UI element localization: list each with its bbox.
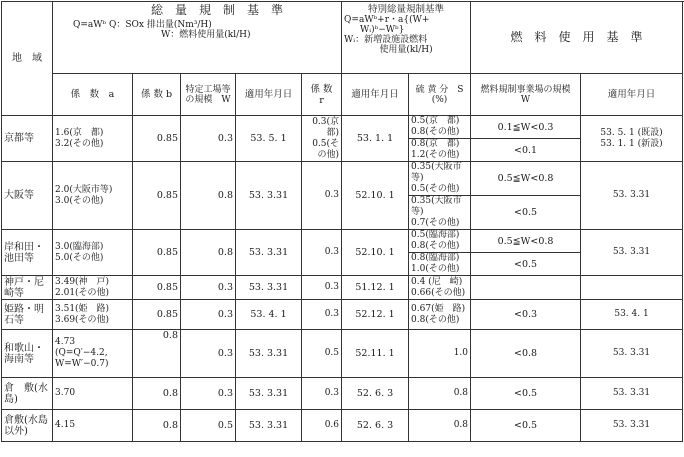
sulfur-cell [409, 300, 471, 330]
table-row [2, 162, 683, 196]
coef-b-cell: 0.8 [133, 330, 181, 378]
header-fuel-title: 燃 料 使 用 基 準 [471, 2, 683, 74]
date3-cell-line: 53. 1. 1 (新設) [600, 138, 663, 149]
header-region: 地 域 [2, 2, 53, 116]
fuel-scale-cell [471, 276, 581, 300]
sulfur-cell-line: 1.0(その他) [411, 264, 460, 274]
fuel-scale-cell: <0.8 [471, 330, 581, 378]
header-coef-b: 係 数 b [133, 74, 181, 116]
coef-a-cell-line: 3.49(神 戸) [55, 276, 110, 287]
sulfur-cell-line: 0.5(京 都) [411, 116, 460, 126]
scale-w-cell: 0.5 [181, 410, 236, 442]
sulfur-cell [409, 230, 471, 253]
date1-cell: 53. 3.31 [236, 162, 302, 230]
date2-cell: 52. 6. 3 [342, 378, 409, 410]
table-row [2, 330, 683, 378]
coef-r-cell-line: 0.6 [324, 420, 340, 430]
date3-cell-line: 53. 3.31 [612, 348, 651, 358]
sulfur-cell-line: 0.8(臨海部) [411, 253, 460, 263]
coef-r-cell-line: 0.5 [324, 348, 340, 358]
date3-cell [581, 410, 683, 442]
coef-a-cell-line: 3.0(その他) [55, 195, 104, 206]
coef-r-cell [302, 162, 342, 230]
sulfur-cell-line: 1.2(その他) [411, 150, 460, 160]
header-total-cell [53, 2, 342, 74]
coef-r-cell-line: 0.3 [324, 388, 340, 398]
date3-cell [581, 378, 683, 410]
header-coef-r: 係 数 r [302, 74, 342, 116]
date2-cell: 51.12. 1 [342, 276, 409, 300]
coef-a-cell-line: 3.70 [55, 388, 76, 398]
coef-a-cell-line: (Q=Q′−4.2, [55, 348, 108, 358]
scale-w-cell: 0.3 [181, 378, 236, 410]
date1-cell: 53. 5. 1 [236, 116, 302, 162]
coef-r-cell-line: 0.3 [324, 247, 340, 257]
date2-cell: 52.11. 1 [342, 330, 409, 378]
coef-r-cell-line: 0.3 [324, 282, 340, 292]
header-special-cell [342, 2, 471, 74]
region-cell: 京都等 [2, 116, 53, 162]
header-date2: 適用年月日 [342, 74, 409, 116]
sulfur-cell [409, 162, 471, 196]
header-coef-a: 係 数 a [53, 74, 133, 116]
coef-a-cell-line: 2.0(大阪市等) [55, 184, 113, 195]
date1-cell: 53. 3.31 [236, 230, 302, 276]
fuel-scale-cell: 0.1≦W<0.3 [471, 116, 581, 139]
sulfur-cell-line: 0.8 [453, 388, 469, 398]
table-row [2, 378, 683, 410]
header-total-formula-1: Q=aWᵇ Q：SOx 排出量(Nm³/H) [73, 20, 212, 30]
coef-a-cell-line: 3.51(姫 路) [55, 303, 110, 314]
fuel-scale-cell: <0.5 [471, 253, 581, 276]
date3-cell-line: 53. 5. 1 (既設) [600, 127, 663, 138]
date3-cell-line: 53. 3.31 [612, 388, 651, 398]
coef-b-cell: 0.8 [133, 410, 181, 442]
sulfur-cell [409, 276, 471, 300]
header-special-formula-4: 使用量(kl/H) [379, 45, 433, 55]
date2-cell: 52. 6. 3 [342, 410, 409, 442]
header-total-formula-2: W：燃料使用量(kl/H) [161, 30, 251, 40]
fuel-scale-cell: 0.5≦W<0.8 [471, 230, 581, 253]
coef-a-cell [53, 330, 133, 378]
fuel-scale-cell: <0.5 [471, 196, 581, 230]
header-total-title: 総 量 規 制 基 準 [151, 3, 284, 17]
regulation-table [1, 1, 683, 442]
date2-cell: 52.12. 1 [342, 300, 409, 330]
header-fuel-scale: 燃料規制事業場の規模 W [471, 74, 581, 116]
date1-cell: 53. 3.31 [236, 378, 302, 410]
header-scale: 特定工場等の規模 W [181, 74, 236, 116]
date3-cell-line: 53. 3.31 [612, 247, 651, 257]
scale-w-cell: 0.3 [181, 276, 236, 300]
date3-cell [581, 162, 683, 230]
sulfur-cell-line: 0.8(京 都) [411, 139, 460, 149]
header-date1: 適用年月日 [236, 74, 302, 116]
coef-r-cell [302, 116, 349, 162]
coef-r-cell [302, 276, 342, 300]
date3-cell-line: 53. 3.31 [612, 190, 651, 200]
date1-cell: 53. 3.31 [236, 330, 302, 378]
table-body [2, 2, 683, 442]
sulfur-cell [409, 196, 471, 230]
scale-w-cell: 0.3 [181, 300, 236, 330]
date1-cell: 53. 3.31 [236, 410, 302, 442]
coef-a-cell [53, 162, 133, 230]
date1-cell: 53. 3.31 [236, 276, 302, 300]
coef-a-cell-line: 4.73 [55, 337, 76, 347]
table-row [2, 116, 683, 139]
region-cell: 和歌山・海南等 [2, 330, 53, 378]
header-special-formula-1: Q=aWᵇ+r・a{(W+ [344, 15, 430, 25]
scale-w-cell: 0.8 [181, 162, 236, 230]
sulfur-cell [409, 410, 471, 442]
header-special-title: 特別総量規制基準 [368, 4, 445, 15]
coef-b-cell: 0.85 [133, 116, 181, 162]
coef-a-cell [53, 410, 133, 442]
region-cell: 倉 敷(水島) [2, 378, 53, 410]
coef-r-cell-line: 0.3 [324, 309, 340, 319]
coef-b-cell: 0.8 [133, 378, 181, 410]
sulfur-cell [409, 139, 471, 162]
table-row [2, 230, 683, 253]
header-row-1 [2, 2, 683, 74]
coef-b-cell: 0.85 [133, 300, 181, 330]
table-row [2, 300, 683, 330]
fuel-scale-cell: <0.5 [471, 378, 581, 410]
region-cell: 姫路・明石等 [2, 300, 53, 330]
sulfur-cell-line: 0.35(大阪市等) [411, 196, 462, 217]
date2-cell: 52.10. 1 [342, 230, 409, 276]
region-cell: 神戸・尼崎等 [2, 276, 53, 300]
coef-b-cell: 0.85 [133, 276, 181, 300]
region-cell: 大阪等 [2, 162, 53, 230]
header-sulfur: 硫 黄 分 S (%) [409, 74, 471, 116]
header-special-formula-2: Wᵢ)ᵇ−Wᵇ} [360, 25, 405, 35]
sulfur-cell [409, 253, 471, 276]
coef-r-cell [302, 410, 342, 442]
date3-cell-line: 53. 3.31 [612, 420, 651, 430]
fuel-scale-cell: <0.1 [471, 139, 581, 162]
fuel-scale-cell: <0.3 [471, 300, 581, 330]
sulfur-cell-line: 0.4 (尼 崎) [411, 276, 463, 287]
coef-a-cell [53, 300, 133, 330]
coef-a-cell [53, 378, 133, 410]
date3-cell [581, 330, 683, 378]
coef-r-cell-line: 0.5(その他) [312, 138, 340, 160]
sulfur-cell-line: 0.7(その他) [411, 218, 460, 228]
coef-r-cell [302, 230, 342, 276]
fuel-scale-cell: <0.5 [471, 410, 581, 442]
sulfur-cell-line: 0.67(姫 路) [411, 303, 466, 314]
coef-a-cell [53, 276, 133, 300]
table-row [2, 276, 683, 300]
coef-a-cell [53, 230, 133, 276]
coef-r-cell [302, 330, 342, 378]
sulfur-cell-line: 1.0 [453, 348, 469, 358]
date3-cell-line: 53. 4. 1 [614, 309, 649, 319]
coef-a-cell-line: 5.0(その他) [55, 252, 104, 263]
sulfur-cell-line: 0.8(その他) [411, 241, 460, 251]
header-date3: 適用年月日 [581, 74, 683, 116]
coef-a-cell-line: 1.6(京 都) [55, 127, 104, 138]
date2-cell: 52.10. 1 [342, 162, 409, 230]
coef-r-cell [302, 378, 342, 410]
coef-a-cell-line: 3.2(その他) [55, 138, 104, 149]
region-cell: 岸和田・池田等 [2, 230, 53, 276]
header-special-formula-3: Wᵢ：新増設施設燃料 [344, 35, 428, 45]
date1-cell: 53. 4. 1 [236, 300, 302, 330]
coef-a-cell [53, 116, 133, 162]
scale-w-cell: 0.3 [181, 116, 236, 162]
date3-cell [581, 116, 683, 162]
sulfur-cell [409, 378, 471, 410]
fuel-scale-cell: 0.5≦W<0.8 [471, 162, 581, 196]
coef-b-cell: 0.85 [133, 162, 181, 230]
coef-a-cell-line: W=W′−0.7) [55, 359, 109, 369]
sulfur-cell-line: 0.8 [453, 420, 469, 430]
coef-a-cell-line: 3.69(その他) [55, 314, 110, 325]
sulfur-cell-line: 0.8(その他) [411, 127, 460, 137]
coef-a-cell-line: 4.15 [55, 420, 76, 430]
sulfur-cell [409, 116, 471, 139]
coef-r-cell [302, 300, 342, 330]
sulfur-cell-line: 0.5(臨海部) [411, 230, 460, 240]
sulfur-cell-line: 0.66(その他) [411, 287, 466, 298]
coef-b-cell: 0.85 [133, 230, 181, 276]
region-cell: 倉敷(水島以外) [2, 410, 53, 442]
date2-cell: 53. 1. 1 [342, 116, 409, 162]
sulfur-cell [409, 330, 471, 378]
date3-cell [581, 300, 683, 330]
sulfur-cell-line: 0.8(その他) [411, 314, 460, 325]
table-row [2, 410, 683, 442]
date3-cell [581, 276, 683, 300]
scale-w-cell: 0.3 [181, 330, 236, 378]
coef-a-cell-line: 2.01(その他) [55, 287, 110, 298]
date3-cell [581, 230, 683, 276]
coef-a-cell-line: 3.0(臨海部) [55, 241, 104, 252]
sulfur-cell-line: 0.5(その他) [411, 184, 460, 194]
sulfur-cell-line: 0.35(大阪市等) [411, 162, 462, 183]
coef-r-cell-line: 0.3 [324, 190, 340, 200]
coef-r-cell-line: 0.3(京 都) [312, 116, 349, 138]
header-row-2 [2, 74, 683, 116]
scale-w-cell: 0.8 [181, 230, 236, 276]
